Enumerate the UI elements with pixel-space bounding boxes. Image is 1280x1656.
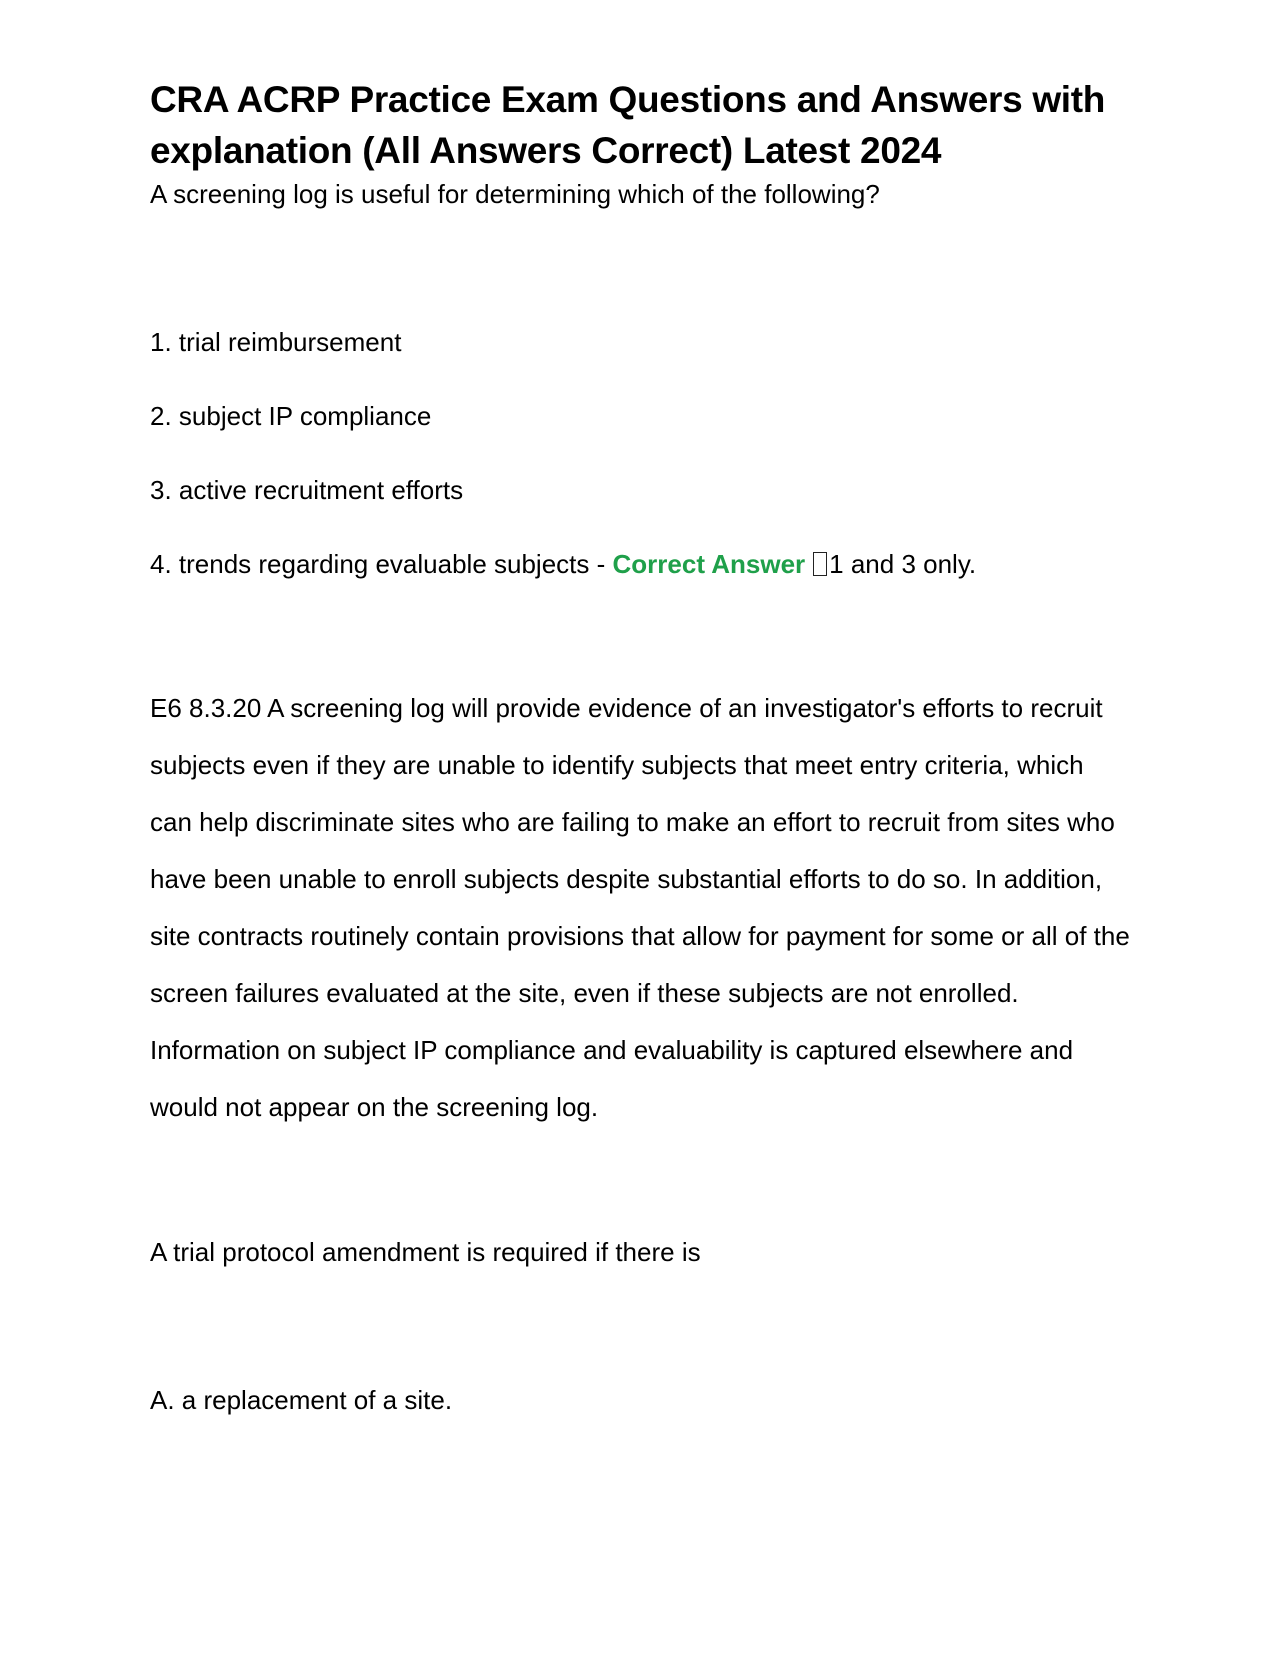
question-2-stem: A trial protocol amendment is required if there is	[150, 1237, 701, 1267]
question-1-option-4-with-answer	[150, 546, 1130, 582]
document-title: CRA ACRP Practice Exam Questions and Answers with explanation (All Answers Correct) Latest 2024	[150, 79, 1106, 171]
document-page	[150, 74, 1130, 1418]
question-1-option-1: 1. trial reimbursement	[150, 327, 402, 357]
correct-answer-label: Correct Answer	[612, 549, 806, 579]
question-1-option-4: 4. trends regarding evaluable subjects -	[150, 549, 613, 579]
question-1-option-2: 2. subject IP compliance	[150, 401, 432, 431]
question-1-explanation: E6 8.3.20 A screening log will provide evidence of an investigator's efforts to recruit subjects even if they are unable to identify subjects that meet entry criteria, which can help discriminate sites who are failing to make an effort to recruit from sites who have been unable to enroll subjects despite substantial efforts to do so. In addition, site contracts routinely contain provisions that allow for payment for some or all of the screen failures evaluated at the site, even if these subjects are not enrolled. Information on subject IP compliance and evaluability is captured elsewhere and would not appear on the screening log.	[150, 693, 1130, 1122]
question-2-option-a: A. a replacement of a site.	[150, 1385, 453, 1415]
question-1-option-3: 3. active recruitment efforts	[150, 475, 464, 505]
question-1-stem: A screening log is useful for determining which of the following?	[150, 179, 880, 209]
missing-glyph-icon	[813, 552, 827, 576]
correct-answer-value: 1 and 3 only.	[829, 549, 977, 579]
